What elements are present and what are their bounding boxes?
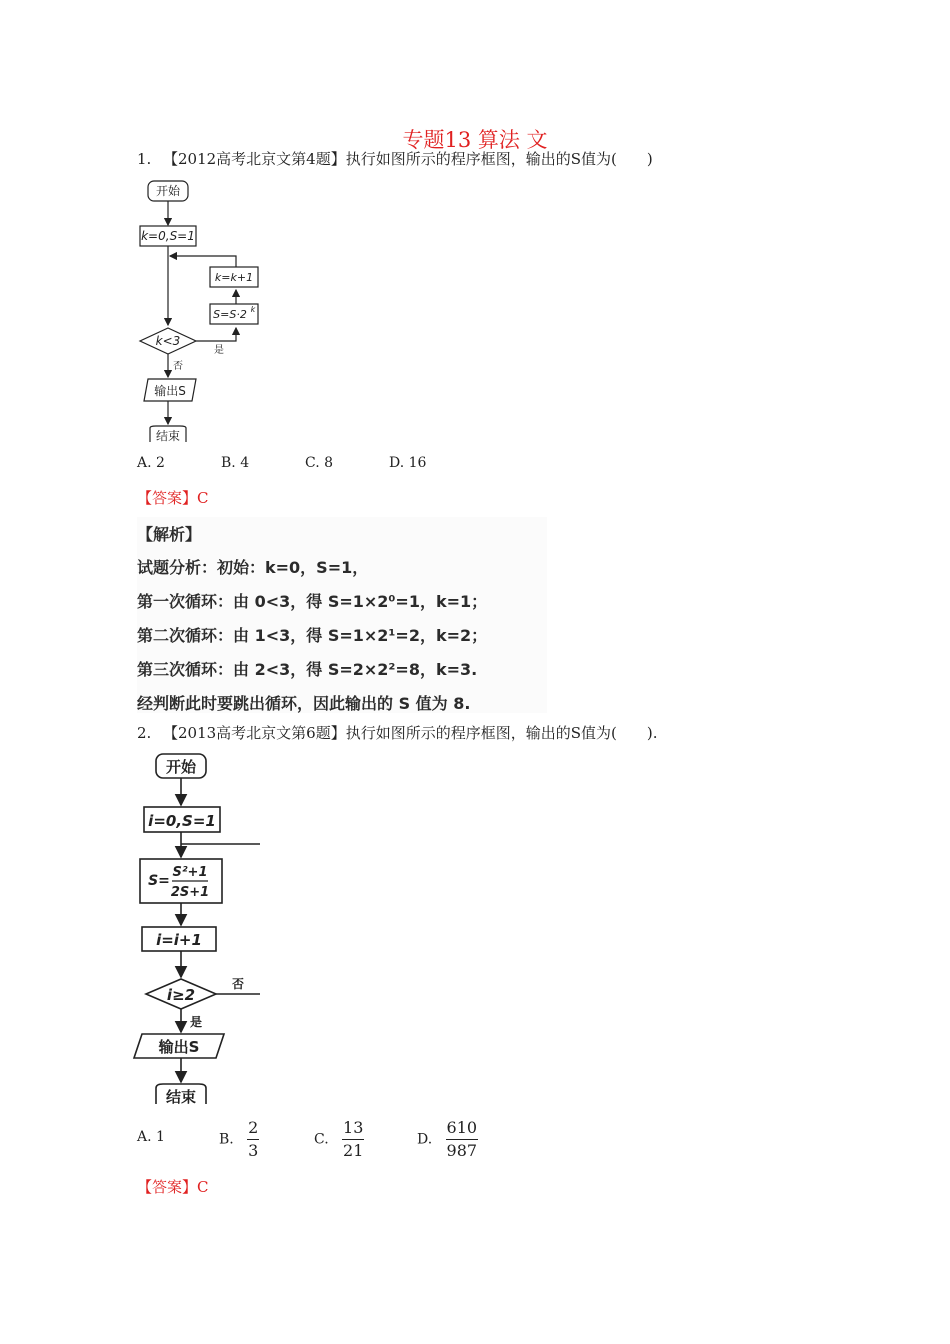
option-b: B. 4 bbox=[221, 455, 250, 471]
assign-denominator: 2S+1 bbox=[170, 885, 210, 900]
question-text: 【2013高考北京文第6题】执行如图所示的程序框图，输出的S值为( ). bbox=[163, 724, 658, 742]
increment-label: i=i+1 bbox=[156, 931, 202, 949]
assign-numerator: S²+1 bbox=[172, 865, 208, 880]
no-label: 否 bbox=[173, 361, 183, 372]
question-2 bbox=[137, 722, 657, 743]
output-label: 输出S bbox=[154, 384, 186, 398]
update-s-label: S=S·2 bbox=[213, 308, 247, 321]
fraction: $\frac{13}{21}$ bbox=[343, 1118, 364, 1160]
option-c: C. $\frac{13}{21}$ bbox=[314, 1118, 364, 1160]
condition-label: k<3 bbox=[155, 334, 181, 348]
yes-label: 是 bbox=[189, 1015, 203, 1029]
answer-1 bbox=[137, 487, 209, 508]
option-c: C. 8 bbox=[305, 455, 334, 471]
flowchart-2 bbox=[132, 748, 267, 1110]
option-d: D. $\frac{610}{987}$ bbox=[417, 1118, 478, 1160]
question-1 bbox=[137, 148, 653, 169]
condition-label: i≥2 bbox=[166, 986, 196, 1004]
answer-value: C bbox=[197, 1178, 209, 1196]
answer-tag: 【答案】 bbox=[137, 1178, 198, 1196]
analysis-line: 第三次循环：由 2<3，得 S=2×2²=8，k=3. bbox=[137, 660, 478, 679]
question-text: 【2012高考北京文第4题】执行如图所示的程序框图，输出的S值为( ) bbox=[163, 150, 653, 168]
option-d: D. 16 bbox=[389, 455, 427, 471]
answer-tag: 【答案】 bbox=[137, 489, 198, 507]
init-label: k=0,S=1 bbox=[141, 229, 195, 243]
option-a: A. 1 bbox=[137, 1129, 165, 1145]
question-number: 1. bbox=[137, 150, 152, 168]
answer-2 bbox=[137, 1176, 209, 1197]
analysis-line: 第二次循环：由 1<3，得 S=1×2¹=2，k=2； bbox=[137, 626, 488, 645]
page-title: 专题13 算法 文 bbox=[402, 128, 548, 152]
options-1 bbox=[137, 455, 426, 471]
analysis-line: 经判断此时要跳出循环，因此输出的 S 值为 8. bbox=[137, 694, 471, 713]
option-a: A. 2 bbox=[137, 455, 165, 471]
analysis-line: 试题分析：初始：k=0，S=1， bbox=[137, 558, 369, 577]
flowchart-1 bbox=[132, 176, 262, 448]
end-label: 结束 bbox=[155, 429, 181, 443]
analysis-line: 第一次循环：由 0<3，得 S=1×2⁰=1，k=1； bbox=[137, 592, 488, 611]
no-label: 否 bbox=[231, 977, 245, 991]
assign-lhs: S= bbox=[148, 873, 170, 889]
yes-label: 是 bbox=[214, 345, 224, 356]
start-label: 开始 bbox=[165, 758, 197, 776]
analysis-heading: 【解析】 bbox=[137, 525, 202, 544]
output-label: 输出S bbox=[158, 1038, 200, 1056]
update-k-label: k=k+1 bbox=[214, 271, 254, 284]
analysis-block bbox=[137, 517, 547, 713]
question-number: 2. bbox=[137, 724, 152, 742]
init-label: i=0,S=1 bbox=[148, 812, 216, 830]
end-label: 结束 bbox=[165, 1088, 197, 1106]
fraction: $\frac{2}{3}$ bbox=[248, 1118, 259, 1160]
update-s-exponent: k bbox=[250, 305, 256, 314]
answer-value: C bbox=[197, 489, 209, 507]
start-label: 开始 bbox=[155, 184, 181, 198]
option-b: B. $\frac{2}{3}$ bbox=[219, 1118, 259, 1160]
fraction: $\frac{610}{987}$ bbox=[446, 1118, 478, 1160]
